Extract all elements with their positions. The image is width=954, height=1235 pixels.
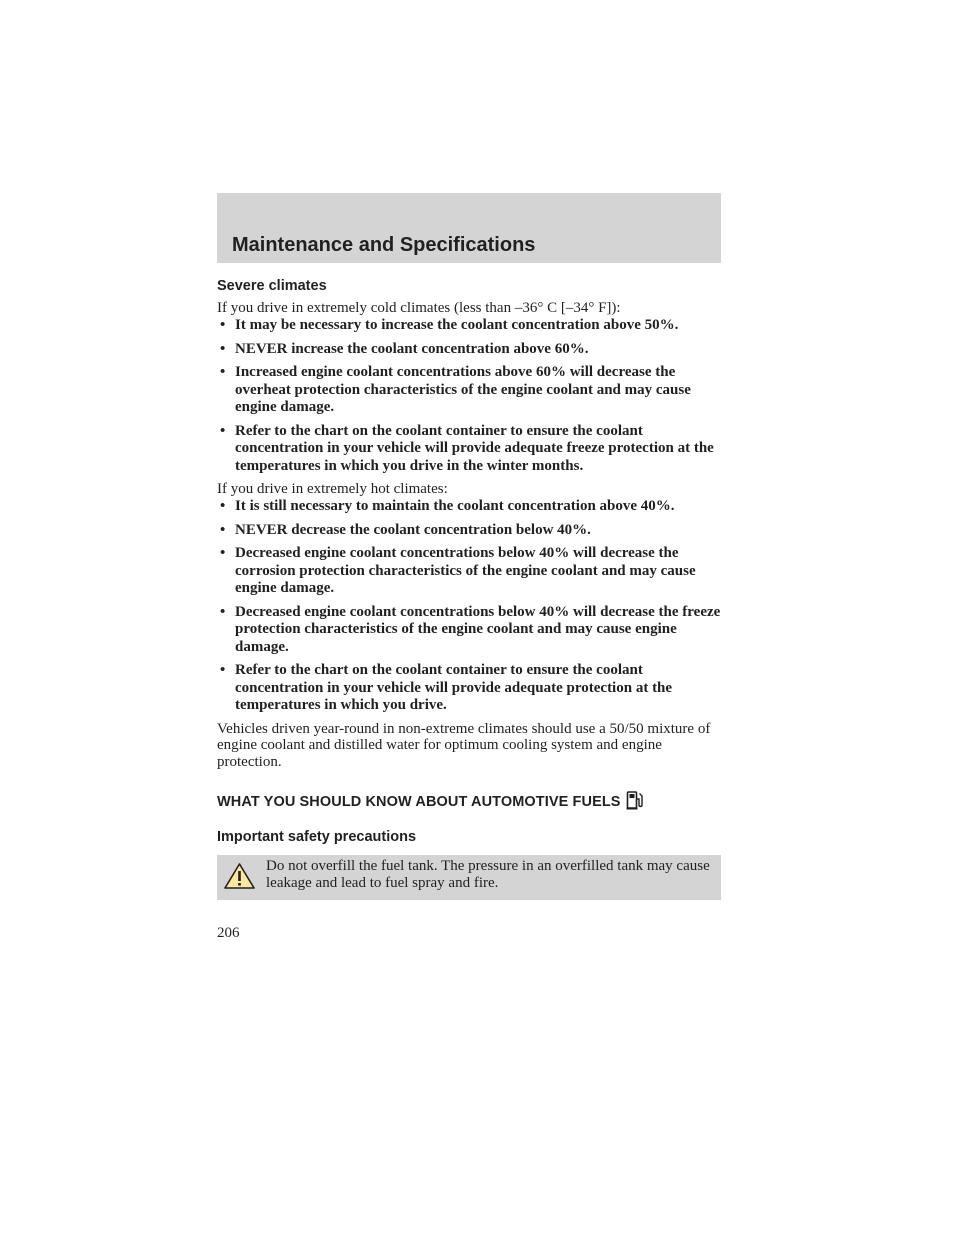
list-item: • Decreased engine coolant concentrations below 40% will decrease the corrosion protection characteristics of the engine coolant and may cause engine damage. [220,545,696,596]
list-item: • Refer to the chart on the coolant container to ensure the coolant concentration in your vehicle will provide adequate freeze protection at the temperatures in which you drive in the winter months. [220,422,714,474]
list-item: • Increased engine coolant concentrations above 60% will decrease the overheat protection characteristics of the engine coolant and may cause engine damage. [220,364,691,415]
cold-climate-intro: If you drive in extremely cold climates (less than –36° C [–34° F]): [217,300,621,316]
list-item: • Decreased engine coolant concentrations below 40% will decrease the freeze protection characteristics of the engine coolant and may cause engine damage. [220,603,721,655]
manual-page [217,193,721,942]
automotive-fuels-heading [217,790,721,814]
severe-climates-heading: Severe climates [217,278,327,294]
hot-climate-intro: If you drive in extremely hot climates: [217,481,448,497]
section-title: Maintenance and Specifications [232,234,536,256]
warning-text: Do not overfill the fuel tank. The pressure in an overfilled tank may cause leakage and lead to fuel spray and fire. [266,858,710,891]
list-item: • Refer to the chart on the coolant container to ensure the coolant concentration in your vehicle will provide adequate protection at the temperatures in which you drive. [220,662,673,713]
year-round-paragraph: Vehicles driven year-round in non-extreme climates should use a 50/50 mixture of engine coolant and distilled water for optimum cooling system and engine protection. [217,720,711,770]
cold-climate-list [217,317,721,475]
page-number: 206 [217,925,240,941]
list-item: • NEVER increase the coolant concentration above 60%. [220,340,589,357]
fuel-pump-icon [626,790,644,814]
section-header-band [217,193,721,263]
list-item: • It is still necessary to maintain the coolant concentration above 40%. [220,498,675,514]
safety-precautions-heading: Important safety precautions [217,829,417,845]
hot-climate-list [217,498,721,715]
warning-box [217,855,721,900]
list-item: • NEVER decrease the coolant concentration below 40%. [220,521,591,538]
warning-triangle-icon [223,862,256,895]
list-item: • It may be necessary to increase the coolant concentration above 50%. [220,317,679,333]
automotive-fuels-heading-text: WHAT YOU SHOULD KNOW ABOUT AUTOMOTIVE FUELS [217,794,621,810]
